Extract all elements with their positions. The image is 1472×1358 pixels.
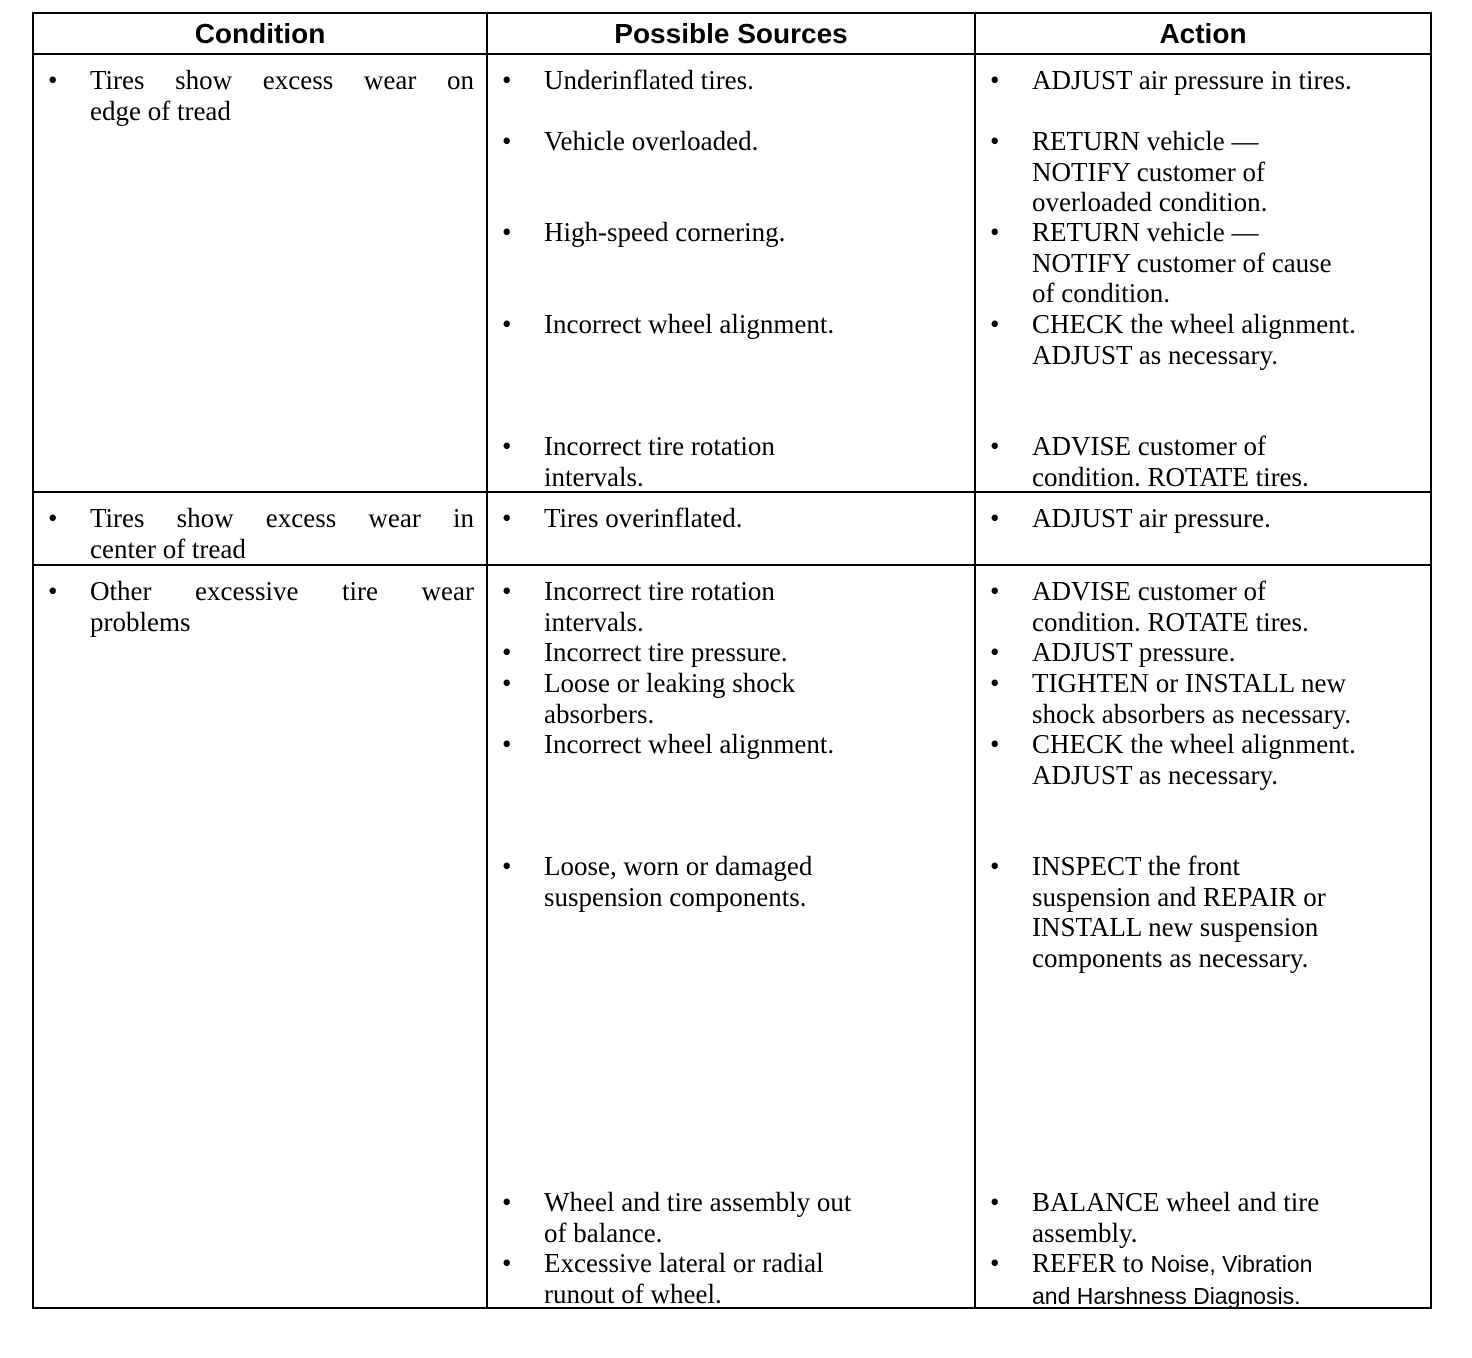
source-text-line: Excessive lateral or radial (544, 1248, 824, 1278)
bullet-icon: • (502, 217, 512, 247)
source-item (498, 309, 962, 340)
source-item (498, 576, 962, 637)
source-text-line: Underinflated tires. (544, 65, 754, 95)
bullet-icon: • (990, 851, 1000, 881)
action-text-line: NOTIFY customer of cause (1032, 247, 1332, 278)
sources-cell (488, 566, 976, 1307)
condition-text-line: problems (90, 606, 191, 637)
action-text-line: TIGHTEN or INSTALL new (1032, 668, 1347, 698)
action-item (986, 217, 1418, 309)
header-possible-sources: Possible Sources (488, 14, 976, 55)
condition-text-line: Tires show excess wear on (90, 65, 474, 95)
action-text-line: shock absorbers as necessary. (1032, 698, 1352, 729)
condition-text-line: Tires show excess wear in (90, 503, 474, 533)
source-text-line: Tires overinflated. (544, 503, 743, 533)
action-text-line: ADJUST air pressure. (1032, 503, 1271, 533)
action-item (986, 65, 1418, 96)
action-text-line: ADJUST air pressure in tires. (1032, 65, 1352, 95)
bullet-icon: • (502, 576, 512, 606)
source-item (498, 503, 962, 534)
action-text-line: CHECK the wheel alignment. (1032, 309, 1356, 339)
action-text-line: RETURN vehicle — (1032, 126, 1259, 156)
action-text-line: ADVISE customer of (1032, 431, 1266, 461)
bullet-icon: • (502, 1248, 512, 1278)
action-cell (976, 493, 1430, 566)
source-text-line: runout of wheel. (544, 1278, 722, 1309)
condition-text-line: center of tread (90, 533, 246, 564)
source-item (498, 126, 962, 157)
bullet-icon: • (48, 576, 58, 606)
bullet-icon: • (502, 1187, 512, 1217)
action-text-line: condition. ROTATE tires. (1032, 606, 1309, 637)
source-text-line: Incorrect wheel alignment. (544, 309, 835, 339)
action-item (986, 1248, 1418, 1311)
source-item (498, 1248, 962, 1309)
action-text-line: condition. ROTATE tires. (1032, 461, 1309, 492)
header-action: Action (976, 14, 1430, 55)
bullet-icon: • (990, 637, 1000, 667)
condition-item (44, 576, 474, 637)
bullet-icon: • (502, 431, 512, 461)
condition-item (44, 65, 474, 126)
bullet-icon: • (990, 126, 1000, 156)
bullet-icon: • (502, 637, 512, 667)
bullet-icon: • (990, 431, 1000, 461)
action-text-line: INSPECT the front (1032, 851, 1240, 881)
sources-cell (488, 493, 976, 566)
action-item (986, 126, 1418, 218)
action-item (986, 431, 1418, 492)
source-text-line: suspension components. (544, 881, 807, 912)
action-text-line: NOTIFY customer of (1032, 156, 1265, 187)
bullet-icon: • (990, 217, 1000, 247)
action-item (986, 729, 1418, 790)
bullet-icon: • (990, 65, 1000, 95)
source-text-line: Wheel and tire assembly out (544, 1187, 852, 1217)
bullet-icon: • (502, 65, 512, 95)
action-item (986, 637, 1418, 668)
condition-item (44, 503, 474, 564)
diagnosis-table (32, 12, 1432, 1309)
action-item (986, 503, 1418, 534)
action-text-line: overloaded condition. (1032, 187, 1268, 217)
action-text-line: ADJUST as necessary. (1032, 339, 1278, 370)
bullet-icon: • (502, 851, 512, 881)
bullet-icon: • (990, 1187, 1000, 1217)
action-item (986, 309, 1418, 370)
action-text-line: INSTALL new suspension (1032, 912, 1319, 942)
action-item (986, 668, 1418, 729)
action-item (986, 1187, 1418, 1248)
source-item (498, 217, 962, 248)
bullet-icon: • (48, 65, 58, 95)
action-cell (976, 55, 1430, 493)
action-text-line: suspension and REPAIR or (1032, 881, 1326, 912)
action-item (986, 576, 1418, 637)
source-text-line: Loose, worn or damaged (544, 851, 813, 881)
sources-cell (488, 55, 976, 493)
action-text-line: and Harshness Diagnosis. (1032, 1282, 1301, 1309)
bullet-icon: • (502, 503, 512, 533)
condition-cell (34, 493, 488, 566)
action-cell (976, 566, 1430, 1307)
action-text-line: ADJUST as necessary. (1032, 759, 1278, 790)
bullet-icon: • (502, 668, 512, 698)
source-text-line: Incorrect tire rotation (544, 576, 775, 606)
bullet-icon: • (990, 309, 1000, 339)
source-text-line: Incorrect tire rotation (544, 431, 775, 461)
source-item (498, 65, 962, 96)
action-text-line: components as necessary. (1032, 942, 1309, 973)
condition-cell (34, 566, 488, 1307)
action-text-line: ADJUST pressure. (1032, 637, 1236, 667)
bullet-icon: • (990, 729, 1000, 759)
source-text-line: intervals. (544, 606, 644, 637)
bullet-icon: • (48, 503, 58, 533)
source-item (498, 729, 962, 760)
action-text-line: BALANCE wheel and tire (1032, 1187, 1320, 1217)
source-text-line: absorbers. (544, 698, 655, 729)
action-text-line: assembly. (1032, 1217, 1138, 1248)
source-item (498, 637, 962, 668)
source-text-line: Incorrect tire pressure. (544, 637, 788, 667)
bullet-icon: • (502, 126, 512, 156)
action-text-line: ADVISE customer of (1032, 576, 1266, 606)
source-item (498, 431, 962, 492)
bullet-icon: • (502, 729, 512, 759)
condition-text-line: Other excessive tire wear (90, 576, 474, 606)
source-item (498, 851, 962, 912)
bullet-icon: • (990, 503, 1000, 533)
source-item (498, 668, 962, 729)
action-text-line: CHECK the wheel alignment. (1032, 729, 1356, 759)
action-text-line: RETURN vehicle — (1032, 217, 1259, 247)
action-text-line: REFER to Noise, Vibration (1032, 1248, 1313, 1278)
source-text-line: High-speed cornering. (544, 217, 786, 247)
bullet-icon: • (990, 576, 1000, 606)
source-text-line: intervals. (544, 461, 644, 492)
condition-text-line: edge of tread (90, 95, 231, 126)
bullet-icon: • (990, 668, 1000, 698)
condition-cell (34, 55, 488, 493)
source-text-line: Incorrect wheel alignment. (544, 729, 835, 759)
bullet-icon: • (502, 309, 512, 339)
source-text-line: Vehicle overloaded. (544, 126, 759, 156)
bullet-icon: • (990, 1248, 1000, 1278)
source-item (498, 1187, 962, 1248)
source-text-line: Loose or leaking shock (544, 668, 796, 698)
header-condition: Condition (34, 14, 488, 55)
source-text-line: of balance. (544, 1217, 663, 1248)
action-item (986, 851, 1418, 973)
action-text-line: of condition. (1032, 278, 1170, 308)
